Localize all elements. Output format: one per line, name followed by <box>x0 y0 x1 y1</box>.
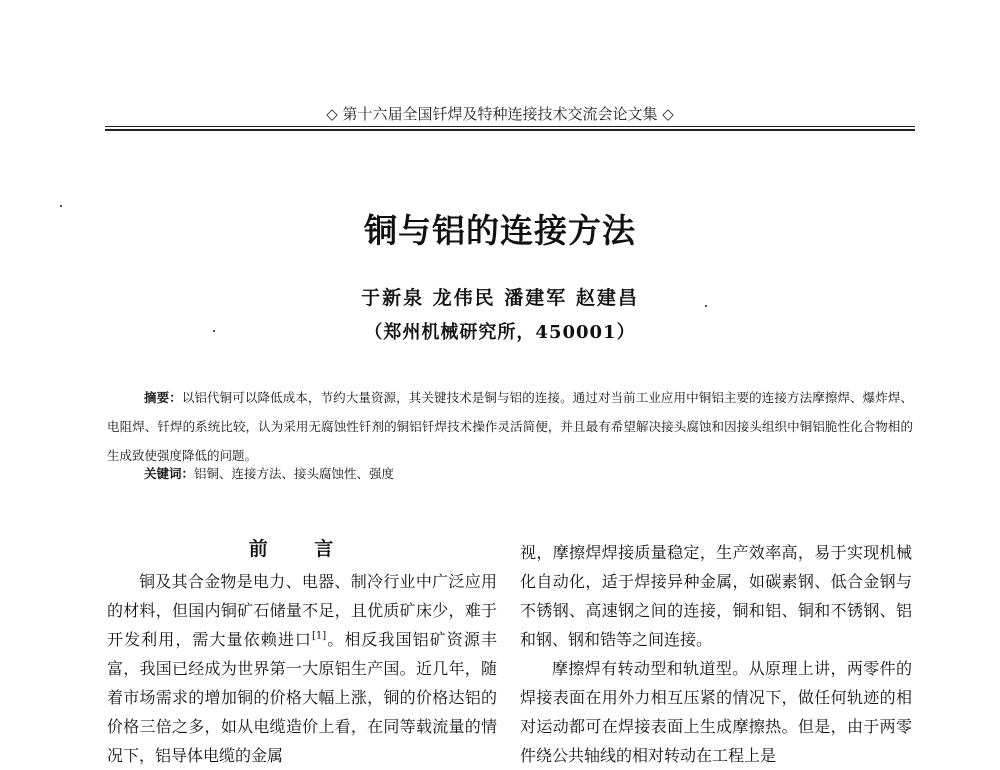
abstract-label: 摘要： <box>144 390 182 405</box>
header-rule-thin <box>105 126 915 127</box>
running-header: ◇ 第十六届全国钎焊及特种连接技术交流会论文集 ◇ <box>326 105 674 123</box>
scan-speck <box>705 305 707 307</box>
left-p1-tail: 。相反我国铝矿资源丰富，我国已经成为世界第一大原铝生产国。近几年，随着市场需求的增加铜的价格大幅上涨，铜的价格达铝的价格三倍之多，如从电缆造价上看，在同等载流量的情况下，铝导体电缆的金属 <box>107 630 497 765</box>
authors: 于新泉 龙伟民 潘建军 赵建昌 <box>361 287 639 309</box>
affiliation: （郑州机械研究所，450001） <box>364 322 636 343</box>
scan-speck <box>213 330 215 332</box>
right-paragraph-1: 视，摩擦焊焊接质量稳定，生产效率高，易于实现机械化自动化，适于焊接异种金属，如碳素钢、低合金钢与不锈钢、高速钢之间的连接，铜和铝、铜和不锈钢、铝和钢、钢和锆等之间连接。 <box>520 543 912 649</box>
right-column <box>520 538 912 770</box>
section-title: 前 言 <box>248 538 354 560</box>
keywords-label: 关键词： <box>144 466 195 481</box>
paper-title: 铜与铝的连接方法 <box>364 211 636 250</box>
left-paragraph <box>107 567 497 770</box>
left-column <box>107 567 497 770</box>
abstract-text: 以铝代铜可以降低成本，节约大量资源，其关键技术是铜与铝的连接。通过对当前工业应用中铜铝主要的连接方法摩擦焊、爆炸焊、电阻焊、钎焊的系统比较，认为采用无腐蚀性钎剂的铜铝钎焊技术操作灵活简便，并且最有希望解决接头腐蚀和因接头组织中铜铝脆性化合物相的生成致使强度降低的问题。 <box>107 390 913 463</box>
left-p1-text: 铜及其合金物是电力、电器、制冷行业中广泛应用的材料，但国内铜矿石储量不足，且优质矿床少，难于开发利用，需大量依赖进口 <box>107 572 497 649</box>
keywords-text: 铝铜、连接方法、接头腐蚀性、强度 <box>194 466 395 481</box>
abstract <box>107 383 913 470</box>
scan-speck <box>60 205 62 207</box>
citation-ref: [1] <box>311 630 327 642</box>
keywords <box>144 464 914 482</box>
right-paragraph-2: 摩擦焊有转动型和轨道型。从原理上讲，两零件的焊接表面在用外力相互压紧的情况下，做任何轨迹的相对运动都可在焊接表面上生成摩擦热。但是，由于两零件绕公共轴线的相对转动在工程上是 <box>520 659 912 765</box>
header-rule-thick <box>105 129 915 131</box>
